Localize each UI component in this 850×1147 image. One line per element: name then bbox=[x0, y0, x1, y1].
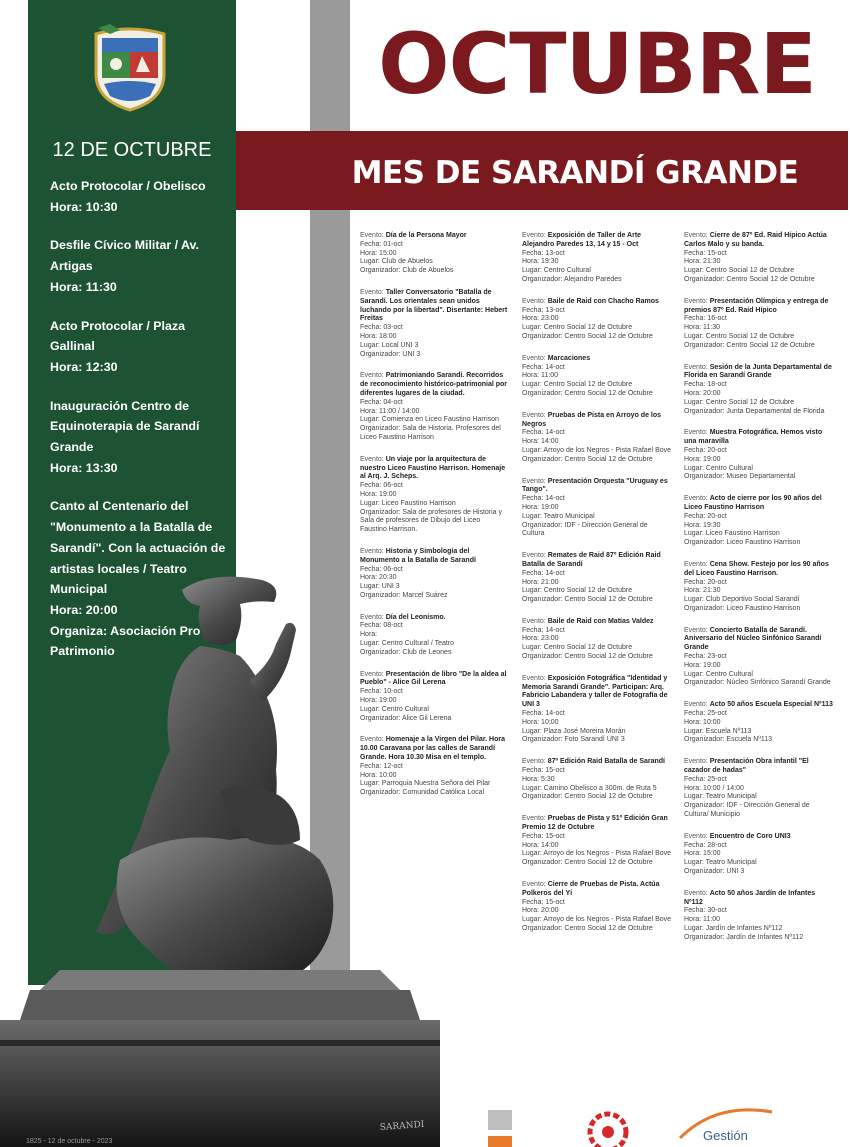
coat-of-arms-logo bbox=[90, 24, 170, 112]
event-detail: Fecha: 23-oct bbox=[684, 653, 727, 661]
event-item bbox=[684, 364, 834, 417]
event-detail: Lugar: Teatro Municipal bbox=[684, 859, 757, 867]
event-detail: Organizador: Centro Social 12 de Octubre bbox=[522, 389, 653, 397]
event-detail: Hora: 23:00 bbox=[522, 315, 559, 323]
event-detail: Fecha: 20-oct bbox=[684, 578, 727, 586]
event-item bbox=[522, 881, 672, 934]
event-detail: Fecha: 06-oct bbox=[360, 565, 403, 573]
act-organizer: Organiza: Asociación Pro Patrimonio bbox=[50, 623, 201, 659]
event-detail: Hora: 5:30 bbox=[522, 775, 555, 783]
event-detail: Fecha: 30-oct bbox=[684, 907, 727, 915]
event-detail: Fecha: 14-oct bbox=[522, 710, 565, 718]
act-item bbox=[50, 316, 230, 378]
event-detail: Fecha: 14-oct bbox=[522, 429, 565, 437]
event-detail: Fecha: 14-oct bbox=[522, 569, 565, 577]
event-detail: Organizador: UNI 3 bbox=[360, 350, 421, 358]
event-detail: Organizador: Club de Abuelos bbox=[360, 267, 454, 275]
event-detail: Hora: 15:00 bbox=[684, 850, 721, 858]
event-detail: Hora: 14:00 bbox=[522, 438, 559, 446]
page-title: OCTUBRE bbox=[378, 15, 816, 113]
event-item bbox=[684, 561, 834, 614]
event-detail: Fecha: 04-oct bbox=[360, 398, 403, 406]
event-title: Evento: Presentación Obra infantil "El cazador de hadas" bbox=[684, 758, 809, 775]
event-detail: Fecha: 25-oct bbox=[684, 710, 727, 718]
event-detail: Organizador: Jardín de Infantes Nº112 bbox=[684, 933, 804, 941]
event-item bbox=[684, 232, 834, 285]
event-detail: Organizador: Alice Gil Lerena bbox=[360, 714, 452, 722]
event-detail: Organizador: IDF - Dirección General de Cultura/ Municipio bbox=[684, 802, 810, 819]
event-detail: Hora: 19:30 bbox=[684, 521, 721, 529]
act-time: Hora: 12:30 bbox=[50, 359, 118, 374]
event-item bbox=[522, 758, 672, 802]
event-detail: Hora: 11:00 bbox=[684, 916, 721, 924]
event-detail: Lugar: Arroyo de los Negros - Pista Rafael Bove bbox=[522, 446, 672, 454]
act-title: Acto Protocolar / Plaza Gallinal bbox=[50, 318, 185, 354]
event-detail: Organizador: Sala de profesores de Historia y Sala de profesores de Dibujo del Liceo Faustino Harrison. bbox=[360, 508, 503, 534]
event-detail: Fecha: 14-oct bbox=[522, 626, 565, 634]
event-title: Evento: Presentación Olímpica y entrega de premios 87º Ed. Raid Hípico bbox=[684, 297, 829, 314]
act-title: Canto al Centenario del "Monumento a la Batalla de Sarandí". Con la actuación de artistas locales / Teatro Municipal bbox=[50, 499, 226, 597]
event-detail: Hora: 21:00 bbox=[522, 578, 559, 586]
event-detail: Hora: 18:00 bbox=[360, 332, 397, 340]
event-detail: Fecha: 03-oct bbox=[360, 324, 403, 332]
event-detail: Hora: 10:00 bbox=[522, 718, 559, 726]
event-title: Evento: Remates de Raid 87º Edición Raid Batalla de Sarandí bbox=[522, 552, 661, 568]
event-detail: Organizador: UNI 3 bbox=[684, 868, 745, 876]
event-title: Evento: Presentación de libro "De la aldea al Pueblo" - Alice Gil Lerena bbox=[360, 670, 507, 687]
event-detail: Hora: 19:30 bbox=[522, 258, 559, 266]
event-title: Evento: Pruebas de Pista en Arroyo de los Negros bbox=[522, 411, 662, 428]
event-detail: Organizador: Escuela Nº113 bbox=[684, 736, 773, 744]
events-column-2 bbox=[522, 232, 672, 947]
event-item bbox=[522, 232, 672, 285]
event-detail: Lugar: Centro Social 12 de Octubre bbox=[522, 381, 633, 389]
event-detail: Hora: 10:00 bbox=[684, 718, 721, 726]
event-detail: Lugar: Escuela Nº113 bbox=[684, 727, 752, 735]
event-detail: Hora: 10:00 / 14:00 bbox=[684, 784, 744, 792]
event-detail: Hora: 11:00 bbox=[522, 372, 559, 380]
event-detail: Organizador: Centro Social 12 de Octubre bbox=[522, 455, 653, 463]
event-detail: Hora: 21:30 bbox=[684, 587, 721, 595]
event-detail: Organizador: Junta Departamental de Florida bbox=[684, 407, 825, 415]
event-item bbox=[522, 618, 672, 662]
event-detail: Organizador: Centro Social 12 de Octubre bbox=[522, 596, 653, 604]
event-detail: Fecha: 01-oct bbox=[360, 240, 403, 248]
event-detail: Organizador: Centro Social 12 de Octubre bbox=[522, 859, 653, 867]
event-item bbox=[360, 456, 508, 535]
act-time: Hora: 11:30 bbox=[50, 279, 117, 294]
event-item bbox=[522, 355, 672, 399]
footer-note: 1825 - 12 de octubre - 2023 bbox=[26, 1138, 113, 1145]
event-detail: Fecha: 13-oct bbox=[522, 249, 565, 257]
event-detail: Lugar: Centro Cultural bbox=[522, 267, 591, 275]
event-detail: Lugar: Teatro Municipal bbox=[684, 793, 757, 801]
event-detail: Fecha: 15-oct bbox=[522, 898, 565, 906]
event-title: Evento: Sesión de la Junta Departamental de Florida en Sarandí Grande bbox=[684, 363, 832, 380]
event-title: Evento: Baile de Raid con Matías Valdez bbox=[522, 617, 654, 625]
event-item bbox=[684, 495, 834, 548]
event-detail: Fecha: 14-oct bbox=[522, 495, 565, 503]
event-detail: Organizador: Centro Social 12 de Octubre bbox=[684, 341, 815, 349]
event-detail: Lugar: Liceo Faustino Harrison bbox=[360, 499, 456, 507]
event-detail: Lugar: Plaza José Moreira Morán bbox=[522, 727, 626, 735]
event-item bbox=[522, 412, 672, 465]
event-detail: Fecha: 13-oct bbox=[522, 306, 565, 314]
event-title: Evento: Historia y Simbología del Monumento a la Batalla de Sarandí bbox=[360, 547, 476, 564]
event-detail: Organizador: Liceo Faustino Harrison bbox=[684, 539, 801, 547]
event-detail: Fecha: 15-oct bbox=[522, 767, 565, 775]
event-detail: Hora: 11:00 / 14:00 bbox=[360, 407, 420, 415]
event-title: Evento: Pruebas de Pista y 51º Edición Gran Premio 12 de Octubre bbox=[522, 815, 668, 832]
event-detail: Hora: 21:30 bbox=[684, 258, 721, 266]
event-detail: Lugar: Arroyo de los Negros - Pista Rafael Bove bbox=[522, 850, 672, 858]
event-detail: Fecha: 15-oct bbox=[684, 249, 727, 257]
event-detail: Lugar: Centro Cultural bbox=[684, 670, 753, 678]
event-item bbox=[684, 701, 834, 745]
event-detail: Hora: 19:00 bbox=[360, 490, 397, 498]
event-item bbox=[360, 372, 508, 442]
act-time: Hora: 13:30 bbox=[50, 460, 118, 475]
event-detail: Organizador: Sala de Historia. Profesores del Liceo Faustino Harrison bbox=[360, 425, 501, 441]
event-detail: Lugar: Liceo Faustino Harrison bbox=[684, 530, 780, 538]
event-detail: Hora: 20:30 bbox=[360, 574, 397, 582]
event-detail: Fecha: 16-oct bbox=[684, 315, 727, 323]
event-detail: Lugar: Centro Cultural / Teatro bbox=[360, 640, 455, 648]
event-item bbox=[684, 627, 834, 689]
event-detail: Hora: 23:00 bbox=[522, 635, 559, 643]
event-detail: Lugar: Centro Social 12 de Octubre bbox=[522, 644, 633, 652]
event-detail: Hora: 19:00 bbox=[522, 503, 559, 511]
event-title: Evento: Presentación Orquesta "Uruguay es Tango". bbox=[522, 477, 668, 494]
act-item bbox=[50, 396, 230, 479]
event-detail: Organizador: Centro Social 12 de Octubre bbox=[684, 275, 815, 283]
event-detail: Organizador: IDF - Dirección General de Cultura bbox=[522, 521, 648, 538]
event-detail: Lugar: Centro Social 12 de Octubre bbox=[522, 324, 633, 332]
event-detail: Lugar: UNI 3 bbox=[360, 583, 400, 591]
event-detail: Fecha: 12-oct bbox=[360, 762, 403, 770]
event-detail: Organizador: Núcleo Sinfónico Sarandí Grande bbox=[684, 679, 831, 687]
event-title: Evento: Acto 50 años Jardín de Infantes Nº112 bbox=[684, 889, 816, 906]
event-detail: Lugar: Centro Social 12 de Octubre bbox=[684, 267, 795, 275]
event-detail: Fecha: 08-oct bbox=[360, 622, 403, 630]
event-detail: Hora: 20:00 bbox=[684, 389, 721, 397]
event-detail: Lugar: Centro Cultural bbox=[360, 705, 429, 713]
event-detail: Hora: 19:00 bbox=[684, 661, 721, 669]
event-detail: Hora: 15:00 bbox=[360, 249, 397, 257]
event-detail: Hora: 19:00 bbox=[684, 455, 721, 463]
event-detail: Organizador: Comunidad Católica Local bbox=[360, 789, 485, 797]
event-title: Evento: Homenaje a la Virgen del Pilar. Hora 10.00 Caravana por las calles de Sarandí Grande. Hora 10.30 Misa en el templo. bbox=[360, 736, 505, 762]
event-title: Evento: Taller Conversatorio "Batalla de Sarandí. Los orientales sean unidos luchando por la libertad". Disertante: Hebert Freitas bbox=[360, 288, 508, 323]
events-column-3 bbox=[684, 232, 834, 956]
act-title: Acto Protocolar / Obelisco bbox=[50, 179, 206, 193]
act-item bbox=[50, 235, 230, 297]
event-title: Evento: Acto de cierre por los 90 años del Liceo Faustino Harrison bbox=[684, 495, 822, 511]
event-detail: Organizador: Alejandro Paredes bbox=[522, 275, 622, 283]
event-detail: Fecha: 18-oct bbox=[684, 381, 727, 389]
event-detail: Lugar: Arroyo de los Negros - Pista Rafael Bove bbox=[522, 916, 672, 924]
event-item bbox=[522, 815, 672, 868]
event-detail: Organizador: Centro Social 12 de Octubre bbox=[522, 925, 653, 932]
event-title: Evento: Exposición Fotográfica "Identidad y Memoria Sarandí Grande". Participan: Arq. Fabricio Labandera y taller de Fotografía de UNI 3 bbox=[522, 674, 668, 709]
event-detail: Fecha: 15-oct bbox=[522, 832, 565, 840]
event-title: Evento: Muestra Fotográfica. Hemos visto una maravilla bbox=[684, 429, 823, 446]
event-detail: Organizador: Club de Leones bbox=[360, 648, 452, 656]
event-detail: Organizador: Foto Sarandí UNI 3 bbox=[522, 736, 625, 744]
event-detail: Lugar: Teatro Municipal bbox=[522, 512, 595, 520]
event-detail: Hora: 19:00 bbox=[360, 697, 397, 705]
event-detail: Hora: 20:00 bbox=[522, 907, 559, 915]
act-time: Hora: 10:30 bbox=[50, 199, 118, 214]
event-item bbox=[522, 298, 672, 342]
event-title: Evento: Cierre de 87º Ed. Raid Hípico Actúa Carlos Malo y su banda. bbox=[684, 232, 827, 248]
statue-plaque-text: SARANDI bbox=[379, 1119, 425, 1133]
event-detail: Organizador: Centro Social 12 de Octubre bbox=[522, 793, 653, 801]
event-item bbox=[684, 758, 834, 820]
event-title: Evento: Cena Show. Festejo por los 90 años del Liceo Faustino Harrison. bbox=[684, 560, 829, 577]
event-title: Evento: 87º Edición Raid Batalla de Sarandí bbox=[522, 758, 666, 766]
event-title: Evento: Día del Leonismo. bbox=[360, 613, 446, 621]
event-detail: Fecha: 14-oct bbox=[522, 363, 565, 371]
event-item bbox=[522, 552, 672, 605]
sponsor-logo-red-circle bbox=[584, 1108, 632, 1147]
act-title: Desfile Cívico Militar / Av. Artigas bbox=[50, 238, 199, 274]
act-title: Inauguración Centro de Equinoterapia de Sarandí Grande bbox=[50, 398, 200, 455]
sponsor-logo-orange bbox=[488, 1110, 512, 1147]
event-detail: Lugar: Parroquia Nuestra Señora del Pilar bbox=[360, 780, 491, 788]
event-detail: Lugar: Centro Social 12 de Octubre bbox=[684, 398, 795, 406]
event-detail: Lugar: Local UNI 3 bbox=[360, 341, 419, 349]
event-detail: Lugar: Jardín de Infantes Nº112 bbox=[684, 925, 783, 932]
event-title: Evento: Acto 50 años Escuela Especial Nº113 bbox=[684, 701, 833, 709]
event-detail: Hora: 14:00 bbox=[522, 841, 559, 849]
event-item bbox=[684, 833, 834, 877]
event-detail: Lugar: Comienza en Liceo Faustino Harrison bbox=[360, 416, 499, 424]
event-detail: Fecha: 25-oct bbox=[684, 775, 727, 783]
event-item bbox=[684, 890, 834, 943]
event-detail: Lugar: Centro Social 12 de Octubre bbox=[684, 332, 795, 340]
sidebar-date: 12 DE OCTUBRE bbox=[52, 139, 212, 161]
event-title: Evento: Cierre de Pruebas de Pista. Actúa Polkeros del Yí bbox=[522, 881, 660, 897]
event-title: Evento: Concierto Batalla de Sarandí. Aniversario del Núcleo Sinfónico Sarandí Grande bbox=[684, 626, 822, 652]
event-detail: Organizador: Liceo Faustino Harrison bbox=[684, 604, 801, 612]
gestion-label: Gestión bbox=[703, 1128, 748, 1143]
event-detail: Organizador: Marcel Suárez bbox=[360, 591, 448, 599]
event-item bbox=[522, 675, 672, 745]
event-detail: Fecha: 20-oct bbox=[684, 446, 727, 454]
event-item bbox=[522, 478, 672, 540]
event-detail: Hora: bbox=[360, 631, 378, 639]
event-detail: Organizador: Museo Departamental bbox=[684, 473, 796, 481]
event-title: Evento: Baile de Raid con Chacho Ramos bbox=[522, 297, 659, 305]
event-title: Evento: Un viaje por la arquitectura de nuestro Liceo Faustino Harrison. Homenaje al Arq. J. Scheps. bbox=[360, 455, 506, 481]
event-detail: Hora: 10:00 bbox=[360, 771, 397, 779]
event-detail: Lugar: Club Deportivo Social Sarandí bbox=[684, 596, 800, 604]
event-title: Evento: Día de la Persona Mayor bbox=[360, 232, 467, 239]
statue-monument-image bbox=[0, 560, 440, 1147]
event-detail: Fecha: 10-oct bbox=[360, 688, 403, 696]
event-detail: Fecha: 20-oct bbox=[684, 512, 727, 520]
event-detail: Hora: 11:30 bbox=[684, 324, 721, 332]
event-detail: Lugar: Centro Cultural bbox=[684, 464, 753, 472]
act-time: Hora: 20:00 bbox=[50, 602, 118, 617]
event-title: Evento: Encuentro de Coro UNI3 bbox=[684, 832, 791, 840]
event-item bbox=[360, 289, 508, 359]
event-item bbox=[684, 429, 834, 482]
event-detail: Lugar: Club de Abuelos bbox=[360, 258, 433, 266]
act-item bbox=[50, 176, 230, 217]
event-item bbox=[360, 232, 508, 276]
event-title: Evento: Marcaciones bbox=[522, 354, 591, 362]
event-item bbox=[684, 298, 834, 351]
event-detail: Lugar: Camino Obelisco a 300m. de Ruta 5 bbox=[522, 784, 657, 792]
event-detail: Lugar: Centro Social 12 de Octubre bbox=[522, 587, 633, 595]
event-title: Evento: Patrimoniando Sarandí. Recorridos de reconocimiento histórico-patrimonial por diferentes lugares de la ciudad. bbox=[360, 372, 508, 397]
page-subtitle: MES DE SARANDÍ GRANDE bbox=[351, 155, 799, 191]
event-detail: Fecha: 28-oct bbox=[684, 841, 727, 849]
event-title: Evento: Exposición de Taller de Arte Alejandro Paredes 13, 14 y 15 - Oct bbox=[522, 232, 642, 248]
event-detail: Organizador: Centro Social 12 de Octubre bbox=[522, 332, 653, 340]
event-detail: Fecha: 06-oct bbox=[360, 482, 403, 490]
event-detail: Organizador: Centro Social 12 de Octubre bbox=[522, 653, 653, 661]
